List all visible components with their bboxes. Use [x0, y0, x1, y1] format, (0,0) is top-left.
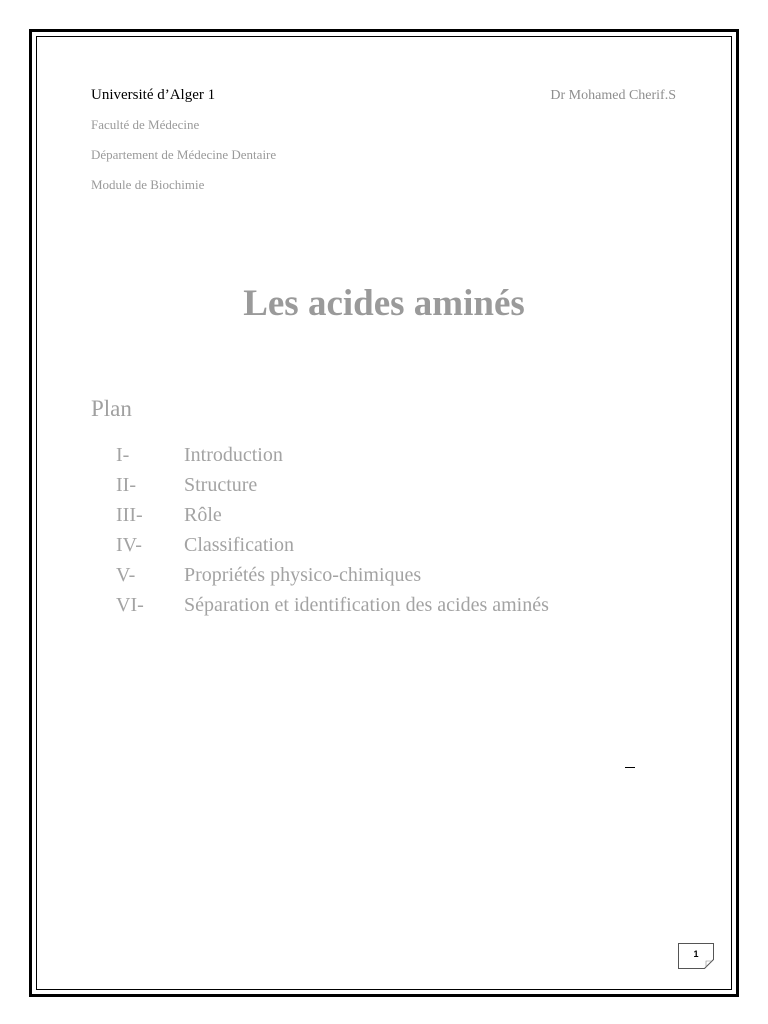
institution-header — [91, 86, 276, 194]
page-number: 1 — [693, 949, 699, 959]
module-name: Module de Biochimie — [91, 177, 205, 192]
plan-item-number: VI- — [116, 594, 144, 616]
plan-item — [116, 500, 549, 530]
plan-item-label: Introduction — [184, 444, 283, 466]
plan-item-number: IV- — [116, 534, 142, 556]
author-name: Dr Mohamed Cherif.S — [550, 88, 676, 103]
stray-dash-mark — [625, 767, 635, 768]
document-title: Les acides aminés — [243, 283, 525, 324]
plan-list — [116, 440, 549, 620]
plan-item-number: V- — [116, 564, 136, 586]
plan-item-label: Structure — [184, 474, 258, 496]
plan-item — [116, 560, 549, 590]
plan-item-label: Propriétés physico-chimiques — [184, 564, 422, 586]
faculty-name: Faculté de Médecine — [91, 117, 200, 132]
department-name: Département de Médecine Dentaire — [91, 147, 277, 162]
plan-item-number: III- — [116, 504, 143, 526]
plan-item-number: II- — [116, 474, 136, 496]
folded-corner-icon — [704, 959, 714, 969]
university-name: Université d’Alger 1 — [91, 87, 216, 103]
plan-item-label: Rôle — [184, 504, 222, 526]
plan-item-label: Séparation et identification des acides aminés — [184, 594, 549, 616]
plan-heading: Plan — [91, 396, 132, 421]
plan-item — [116, 590, 549, 620]
page-number-box — [678, 943, 714, 969]
plan-item — [116, 440, 549, 470]
plan-item-number: I- — [116, 444, 130, 466]
plan-item — [116, 470, 549, 500]
plan-item — [116, 530, 549, 560]
plan-item-label: Classification — [184, 534, 294, 556]
